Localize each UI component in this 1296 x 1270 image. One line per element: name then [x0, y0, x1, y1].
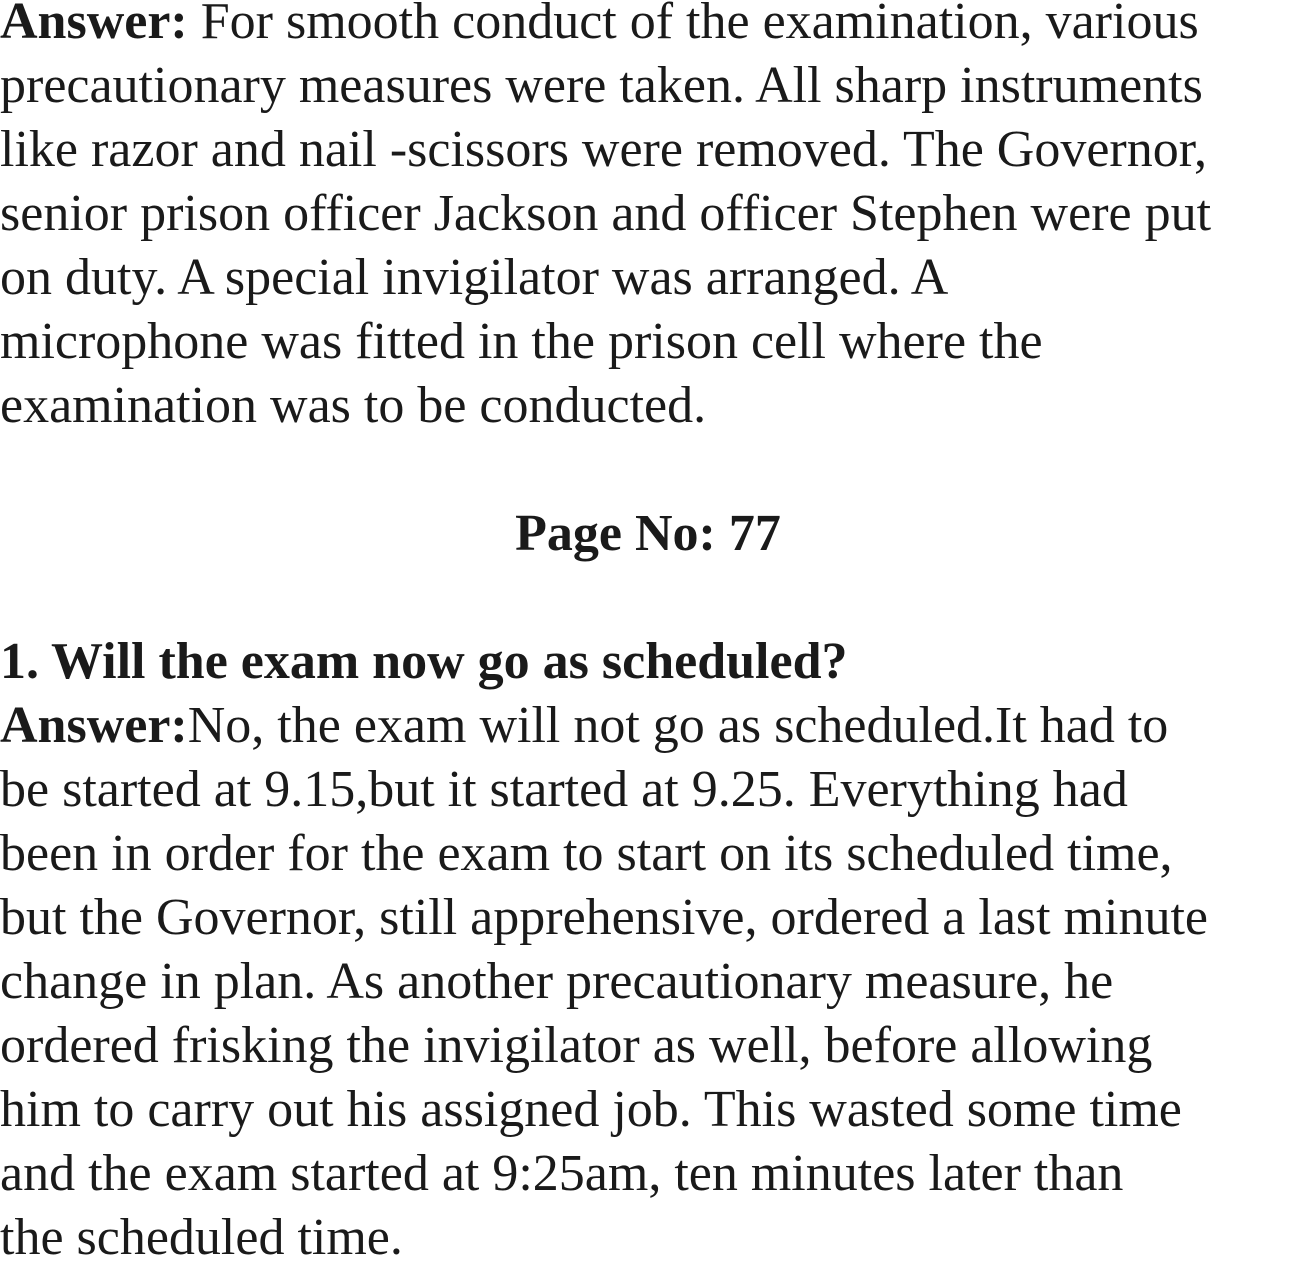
answer1-text-line-1: For smooth conduct of the examination, various [187, 0, 1199, 50]
answer1-label: Answer: [0, 0, 188, 50]
answer2-line-4: but the Governor, still apprehensive, ordered a last minute [0, 889, 1209, 946]
answer1-line-1 [0, 0, 1199, 54]
answer2-line-7: him to carry out his assigned job. This wasted some time [0, 1081, 1182, 1138]
answer1-line-7: examination was to be conducted. [0, 377, 707, 434]
answer2-line-3: been in order for the exam to start on its scheduled time, [0, 825, 1173, 882]
question-1: 1. Will the exam now go as scheduled? [0, 633, 848, 690]
answer2-line-6: ordered frisking the invigilator as well, before allowing [0, 1017, 1153, 1074]
answer2-line-1 [0, 694, 1168, 758]
answer2-line-9: the scheduled time. [0, 1209, 403, 1266]
answer2-label: Answer: [0, 697, 188, 754]
answer1-line-6: microphone was fitted in the prison cell where the [0, 313, 1043, 370]
answer1-line-4: senior prison officer Jackson and officer Stephen were put [0, 185, 1212, 242]
answer1-line-3: like razor and nail -scissors were removed. The Governor, [0, 121, 1207, 178]
answer1-line-2: precautionary measures were taken. All sharp instruments [0, 57, 1203, 114]
answer2-text-line-1: No, the exam will not go as scheduled.It had to [187, 697, 1169, 754]
answer2-line-2: be started at 9.15,but it started at 9.25. Everything had [0, 761, 1128, 818]
answer1-line-5: on duty. A special invigilator was arranged. A [0, 249, 949, 306]
page-number-heading: Page No: 77 [515, 505, 781, 562]
answer2-line-5: change in plan. As another precautionary measure, he [0, 953, 1114, 1010]
answer2-line-8: and the exam started at 9:25am, ten minutes later than [0, 1145, 1124, 1202]
